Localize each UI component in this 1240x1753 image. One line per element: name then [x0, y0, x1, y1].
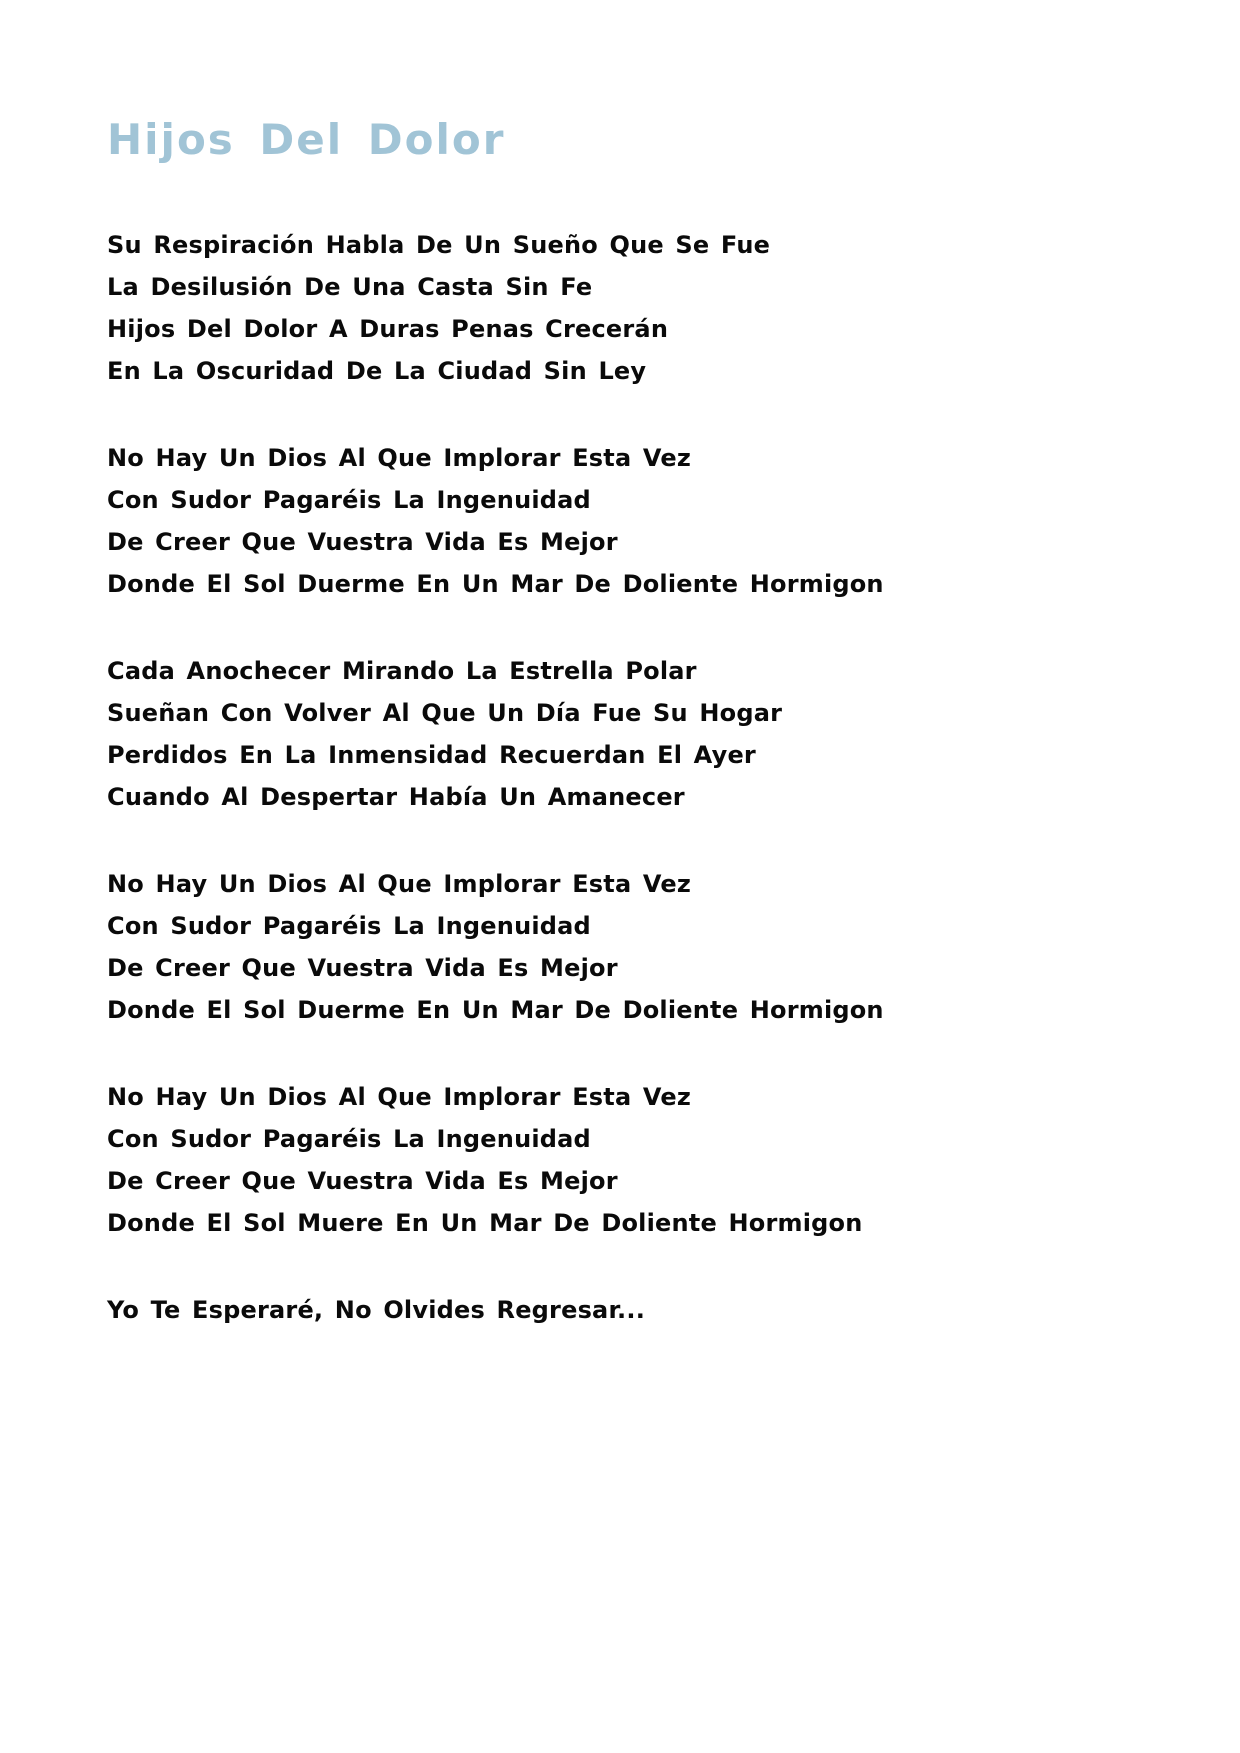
lyrics-content [107, 108, 1180, 1376]
lyric-line: Cada Anochecer Mirando La Estrella Polar [107, 657, 697, 685]
lyric-line: No Hay Un Dios Al Que Implorar Esta Vez [107, 870, 692, 898]
stanza-4 [107, 863, 1180, 1031]
lyric-line: Con Sudor Pagaréis La Ingenuidad [107, 1125, 591, 1153]
stanza-5 [107, 1076, 1180, 1244]
lyric-line: En La Oscuridad De La Ciudad Sin Ley [107, 357, 647, 385]
lyric-line: Con Sudor Pagaréis La Ingenuidad [107, 486, 591, 514]
lyric-line: De Creer Que Vuestra Vida Es Mejor [107, 954, 618, 982]
lyric-line: La Desilusión De Una Casta Sin Fe [107, 273, 593, 301]
lyric-line: Perdidos En La Inmensidad Recuerdan El Ayer [107, 741, 756, 769]
lyric-line: Donde El Sol Muere En Un Mar De Doliente Hormigon [107, 1209, 863, 1237]
outro-line: Yo Te Esperaré, No Olvides Regresar... [107, 1296, 646, 1324]
lyric-line: Donde El Sol Duerme En Un Mar De Doliente Hormigon [107, 996, 884, 1024]
outro-stanza [107, 1289, 1180, 1331]
lyric-line: Su Respiración Habla De Un Sueño Que Se Fue [107, 231, 771, 259]
stanza-1 [107, 224, 1180, 392]
lyric-line: Cuando Al Despertar Había Un Amanecer [107, 783, 685, 811]
lyric-line: De Creer Que Vuestra Vida Es Mejor [107, 528, 618, 556]
lyric-line: Sueñan Con Volver Al Que Un Día Fue Su Hogar [107, 699, 783, 727]
lyric-line: No Hay Un Dios Al Que Implorar Esta Vez [107, 444, 692, 472]
lyric-line: Hijos Del Dolor A Duras Penas Crecerán [107, 315, 669, 343]
stanza-2 [107, 437, 1180, 605]
lyric-line: Con Sudor Pagaréis La Ingenuidad [107, 912, 591, 940]
song-title: Hijos Del Dolor [107, 115, 506, 164]
lyric-line: Donde El Sol Duerme En Un Mar De Doliente Hormigon [107, 570, 884, 598]
stanza-3 [107, 650, 1180, 818]
lyric-line: De Creer Que Vuestra Vida Es Mejor [107, 1167, 618, 1195]
lyric-line: No Hay Un Dios Al Que Implorar Esta Vez [107, 1083, 692, 1111]
